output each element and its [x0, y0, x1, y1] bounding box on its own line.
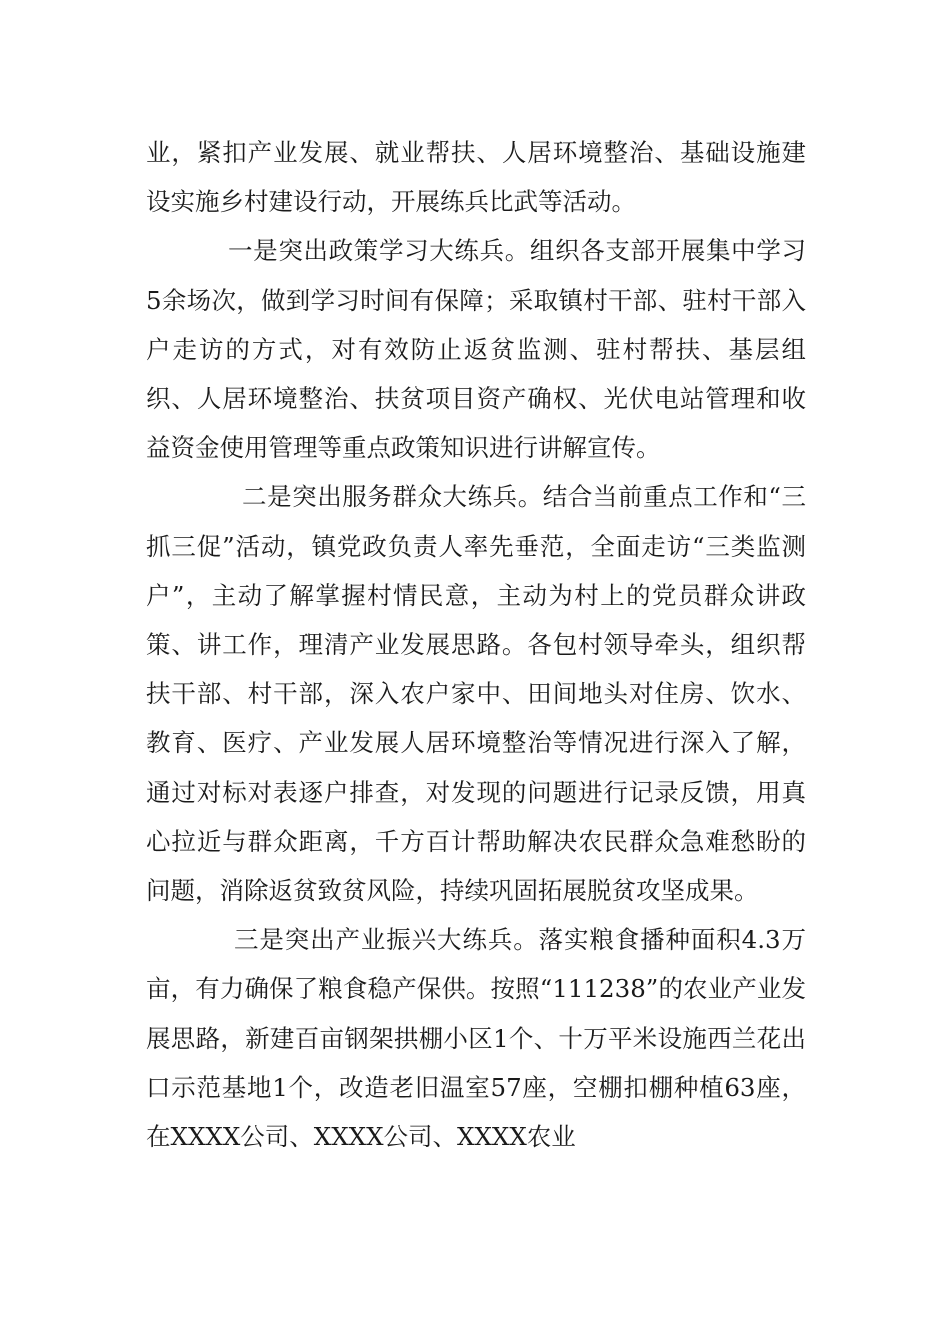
paragraph-serve-masses: 二是突出服务群众大练兵。结合当前重点工作和“三抓三促”活动，镇党政负责人率先垂范，全面走访“三类监测户”，主动了解掌握村情民意，主动为村上的党员群众讲政策、讲工作，理清产业发展思路。各包村领导牵头，组织帮扶干部、村干部，深入农户家中、田间地头对住房、饮水、教育、医疗、产业发展人居环境整治等情况进行深入了解，通过对标对表逐户排查，对发现的问题进行记录反馈，用真心拉近与群众距离，千方百计帮助解决农民群众急难愁盼的问题，消除返贫致贫风险，持续巩固拓展脱贫攻坚成果。 [146, 482, 806, 906]
document-body [146, 128, 806, 1161]
paragraph-industry-revitalization: 三是突出产业振兴大练兵。落实粮食播种面积4.3万亩，有力确保了粮食稳产保供。按照“111238”的农业产业发展思路，新建百亩钢架拱棚小区1个、十万平米设施西兰花出口示范基地1个，改造老旧温室57座，空棚扣棚种植63座，在XXXX公司、XXXX公司、XXXX农业 [146, 925, 806, 1152]
paragraph-policy-study: 一是突出政策学习大练兵。组织各支部开展集中学习5余场次，做到学习时间有保障；采取镇村干部、驻村干部入户走访的方式，对有效防止返贫监测、驻村帮扶、基层组织、人居环境整治、扶贫项目资产确权、光伏电站管理和收益资金使用管理等重点政策知识进行讲解宣传。 [146, 236, 806, 463]
paragraph-continuation: 业，紧扣产业发展、就业帮扶、人居环境整治、基础设施建设实施乡村建设行动，开展练兵比武等活动。 [146, 138, 806, 217]
